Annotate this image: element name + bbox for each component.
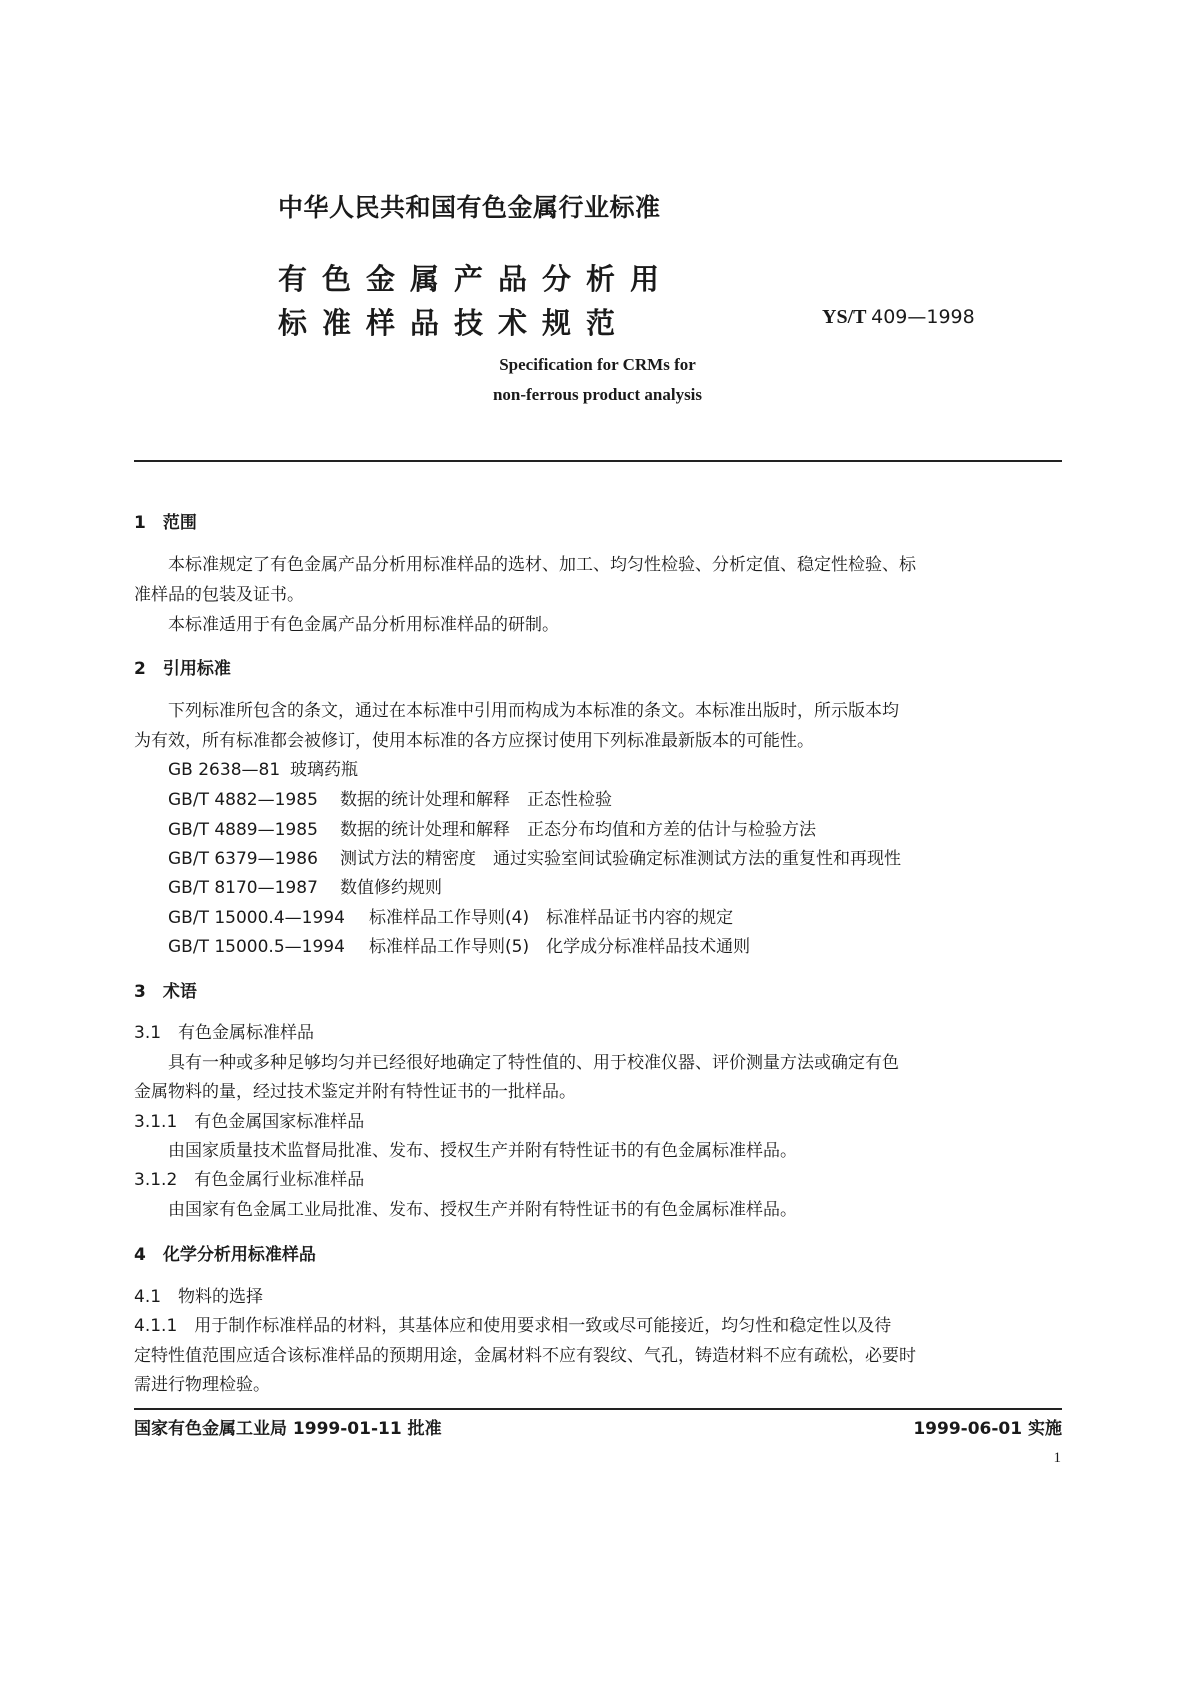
- clause-3-1-line2: 金属物料的量，经过技术鉴定并附有特性证书的一批样品。: [134, 1082, 576, 1102]
- standard-prefix: YS/T: [822, 306, 867, 328]
- footer-divider: [134, 1408, 1062, 1410]
- reference-code: GB/T 4889—1985: [168, 820, 318, 840]
- page-number: 1: [1053, 1450, 1061, 1466]
- reference-title: 数据的统计处理和解释 正态分布均值和方差的估计与检验方法: [340, 820, 816, 840]
- standard-number: [822, 306, 975, 329]
- reference-code: GB 2638—81: [168, 760, 281, 780]
- reference-item: [168, 873, 442, 898]
- document-title-line2: 标准样品技术规范: [278, 306, 631, 340]
- reference-code: GB/T 6379—1986: [168, 849, 318, 869]
- section-4-heading: 4 化学分析用标准样品: [134, 1245, 316, 1265]
- implementation-date: 1999-06-01 实施: [913, 1419, 1062, 1439]
- clause-3-1-2-title: 3.1.2 有色金属行业标准样品: [134, 1170, 365, 1190]
- clause-3-1-line1: 具有一种或多种足够均匀并已经很好地确定了特性值的、用于校准仪器、评价测量方法或确定有色: [168, 1053, 899, 1073]
- reference-code: GB/T 4882—1985: [168, 790, 318, 810]
- reference-item: [168, 815, 816, 840]
- section-1-heading: 1 范围: [134, 513, 197, 533]
- section-3-heading: 3 术语: [134, 982, 197, 1002]
- reference-item: [168, 755, 358, 780]
- reference-code: GB/T 15000.4—1994: [168, 908, 345, 928]
- section-1-para2: 本标准适用于有色金属产品分析用标准样品的研制。: [168, 615, 559, 635]
- issuing-authority-title: 中华人民共和国有色金属行业标准: [278, 193, 661, 222]
- reference-title: 数值修约规则: [340, 878, 442, 898]
- reference-title: 玻璃药瓶: [290, 760, 358, 780]
- english-title-line2: non-ferrous product analysis: [492, 385, 703, 404]
- clause-3-1-2-body: 由国家有色金属工业局批准、发布、授权生产并附有特性证书的有色金属标准样品。: [168, 1200, 797, 1220]
- reference-title: 测试方法的精密度 通过实验室间试验确定标准测试方法的重复性和再现性: [340, 849, 901, 869]
- clause-4-1-title: 4.1 物料的选择: [134, 1287, 264, 1307]
- clause-3-1-1-title: 3.1.1 有色金属国家标准样品: [134, 1112, 365, 1132]
- standard-number-value: 409—1998: [871, 306, 975, 328]
- clause-3-1-title: 3.1 有色金属标准样品: [134, 1023, 315, 1043]
- header-divider: [134, 460, 1062, 462]
- section-2-para1-line2: 为有效，所有标准都会被修订，使用本标准的各方应探讨使用下列标准最新版本的可能性。: [134, 731, 814, 751]
- section-1-para1-line1: 本标准规定了有色金属产品分析用标准样品的选材、加工、均匀性检验、分析定值、稳定性检验、标: [168, 555, 916, 575]
- reference-item: [168, 785, 612, 810]
- english-title-line1: Specification for CRMs for: [499, 355, 696, 374]
- reference-code: GB/T 8170—1987: [168, 878, 318, 898]
- section-1-para1-line2: 准样品的包装及证书。: [134, 585, 304, 605]
- section-2-para1-line1: 下列标准所包含的条文，通过在本标准中引用而构成为本标准的条文。本标准出版时，所示版本均: [168, 701, 899, 721]
- reference-title: 数据的统计处理和解释 正态性检验: [340, 790, 612, 810]
- reference-item: [168, 844, 901, 869]
- reference-title: 标准样品工作导则(4) 标准样品证书内容的规定: [369, 908, 734, 928]
- clause-3-1-1-body: 由国家质量技术监督局批准、发布、授权生产并附有特性证书的有色金属标准样品。: [168, 1141, 797, 1161]
- clause-4-1-1-line2: 定特性值范围应适合该标准样品的预期用途，金属材料不应有裂纹、气孔，铸造材料不应有疏松，必要时: [134, 1346, 916, 1366]
- document-title-line1: 有色金属产品分析用: [278, 262, 675, 296]
- reference-title: 标准样品工作导则(5) 化学成分标准样品技术通则: [369, 937, 751, 957]
- clause-4-1-1-line1: 4.1.1 用于制作标准样品的材料，其基体应和使用要求相一致或尽可能接近，均匀性和稳定性以及待: [134, 1316, 892, 1336]
- reference-code: GB/T 15000.5—1994: [168, 937, 345, 957]
- clause-4-1-1-line3: 需进行物理检验。: [134, 1375, 270, 1395]
- approval-date: 国家有色金属工业局 1999-01-11 批准: [134, 1419, 442, 1439]
- section-2-heading: 2 引用标准: [134, 659, 231, 679]
- reference-item: [168, 903, 733, 928]
- reference-item: [168, 932, 750, 957]
